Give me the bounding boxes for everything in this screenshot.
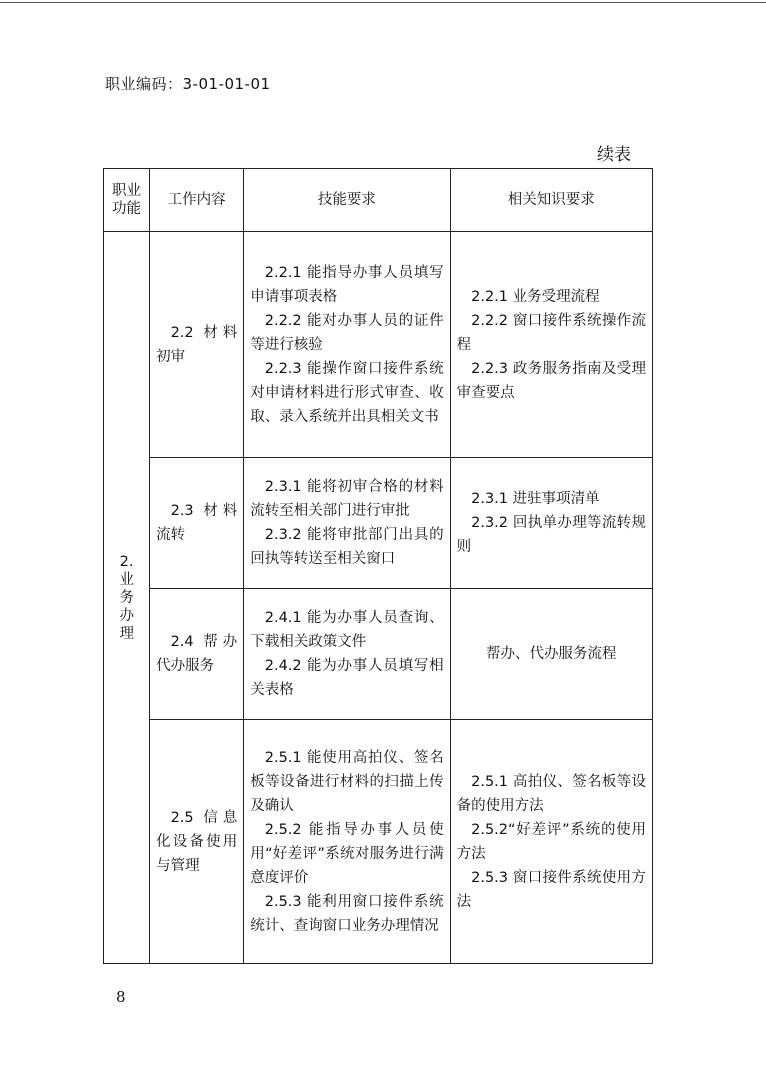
knowledge-requirements: 2.5.1 高拍仪、签名板等设备的使用方法 2.5.2“好差评”系统的使用方法 2.5.3 窗口接件系统使用方法 xyxy=(450,720,652,964)
table-row xyxy=(104,458,653,589)
work-content: 2.3 材料流转 xyxy=(150,458,244,589)
knowledge-requirements: 2.2.1 业务受理流程 2.2.2 窗口接件系统操作流程 2.2.3 政务服务指南及受理审查要点 xyxy=(450,232,652,458)
header-content: 工作内容 xyxy=(150,169,244,232)
top-rule xyxy=(0,2,766,3)
continued-label: 续表 xyxy=(597,145,631,165)
skill-requirements: 2.2.1 能指导办事人员填写申请事项表格 2.2.2 能对办事人员的证件等进行核验 2.2.3 能操作窗口接件系统对申请材料进行形式审查、收取、录入系统并出具相关文书 xyxy=(244,232,450,458)
header-knowledge: 相关知识要求 xyxy=(450,169,652,232)
function-area: 2.业务办理 xyxy=(104,232,150,964)
table-row xyxy=(104,720,653,964)
knowledge-requirements: 帮办、代办服务流程 xyxy=(450,589,652,720)
work-content: 2.4 帮办代办服务 xyxy=(150,589,244,720)
table-row xyxy=(104,232,653,458)
skills-table xyxy=(103,168,653,964)
table-row xyxy=(104,589,653,720)
page-number: 8 xyxy=(116,988,126,1006)
header-function: 职业功能 xyxy=(104,169,150,232)
skill-requirements: 2.3.1 能将初审合格的材料流转至相关部门进行审批 2.3.2 能将审批部门出具的回执等转送至相关窗口 xyxy=(244,458,450,589)
work-content: 2.5 信息化设备使用与管理 xyxy=(150,720,244,964)
skill-requirements: 2.5.1 能使用高拍仪、签名板等设备进行材料的扫描上传及确认 2.5.2 能指导办事人员使用“好差评”系统对服务进行满意度评价 2.5.3 能利用窗口接件系统统计、查询窗口业务办理情况 xyxy=(244,720,450,964)
header-skills: 技能要求 xyxy=(244,169,450,232)
knowledge-requirements: 2.3.1 进驻事项清单 2.3.2 回执单办理等流转规则 xyxy=(450,458,652,589)
skill-requirements: 2.4.1 能为办事人员查询、下载相关政策文件 2.4.2 能为办事人员填写相关表格 xyxy=(244,589,450,720)
work-content: 2.2 材料初审 xyxy=(150,232,244,458)
table-header-row xyxy=(104,169,653,232)
occupation-code: 职业编码：3-01-01-01 xyxy=(105,75,271,93)
